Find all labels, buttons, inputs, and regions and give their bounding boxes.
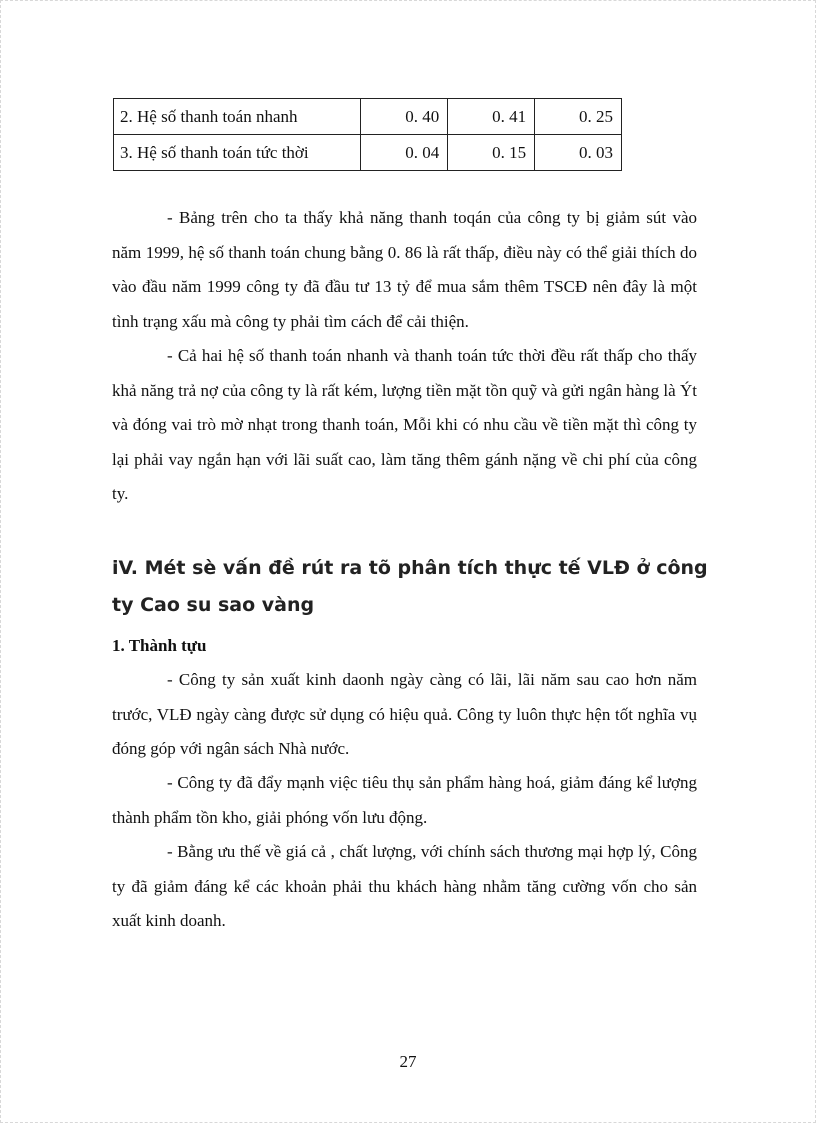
table-cell-value: 0. 03 bbox=[535, 135, 622, 171]
ratio-table bbox=[113, 98, 622, 171]
table-cell-value: 0. 40 bbox=[361, 99, 448, 135]
table-cell-label: 3. Hệ số thanh toán tức thời bbox=[114, 135, 361, 171]
paragraph: - Bằng ưu thế về giá cả , chất lượng, với chính sách thương mại hợp lý, Công ty đã giảm đáng kể các khoản phải thu khách hàng nhằm tăng cường vốn cho sản xuất kinh doanh. bbox=[112, 842, 697, 930]
paragraph: - Bảng trên cho ta thấy khả năng thanh toqán của công ty bị giảm sút vào năm 1999, hệ số thanh toán chung bằng 0. 86 là rất thấp, điều này có thể giải thích do vào đầu năm 1999 công ty đã đầu tư 13 tỷ để mua sắm thêm TSCĐ nên đây là một tình trạng xấu mà công ty phải tìm cách để cải thiện. bbox=[112, 208, 697, 331]
table-cell-value: 0. 15 bbox=[448, 135, 535, 171]
table-row bbox=[114, 135, 622, 171]
subheading: 1. Thành tựu bbox=[112, 636, 207, 655]
table-row bbox=[114, 99, 622, 135]
section-title: iV. Mét sè vấn đề rút ra tõ phân tích thực tế VLĐ ở công ty Cao su sao vàng bbox=[112, 557, 708, 616]
paragraph: - Cả hai hệ số thanh toán nhanh và thanh toán tức thời đều rất thấp cho thấy khả năng trả nợ của công ty là rất kém, lượng tiền mặt tồn quỹ và gửi ngân hàng là Ýt và đóng vai trò mờ nhạt trong thanh toán, Mỗi khi có nhu cầu về tiền mặt thì công ty lại phải vay ngắn hạn với lãi suất cao, làm tăng thêm gánh nặng về chi phí của công ty. bbox=[112, 346, 697, 503]
page-number: 27 bbox=[399, 1052, 417, 1071]
paragraph: - Công ty sản xuất kinh daonh ngày càng có lãi, lãi năm sau cao hơn năm trước, VLĐ ngày càng được sử dụng có hiệu quả. Công ty luôn thực hện tốt nghĩa vụ đóng góp với ngân sách Nhà nước. bbox=[112, 670, 697, 758]
table-cell-value: 0. 04 bbox=[361, 135, 448, 171]
table-cell-label: 2. Hệ số thanh toán nhanh bbox=[114, 99, 361, 135]
table-cell-value: 0. 25 bbox=[535, 99, 622, 135]
paragraph: - Công ty đã đẩy mạnh việc tiêu thụ sản phẩm hàng hoá, giảm đáng kể lượng thành phẩm tồn kho, giải phóng vốn lưu động. bbox=[112, 773, 697, 827]
table-cell-value: 0. 41 bbox=[448, 99, 535, 135]
